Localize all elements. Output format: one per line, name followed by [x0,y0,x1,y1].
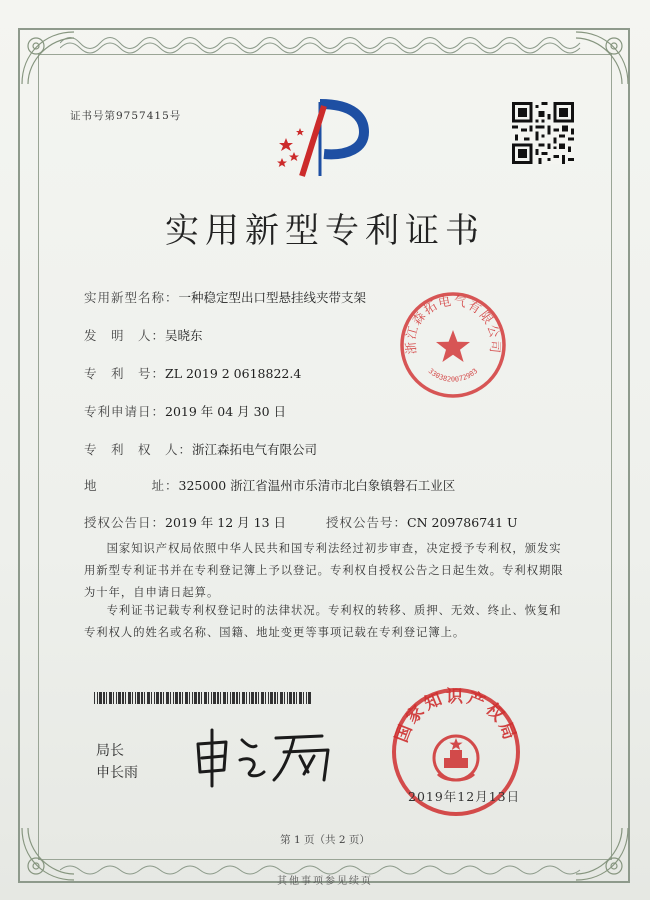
field-patent-number [84,364,301,382]
field-inventor-label: 发 明 人： [84,328,166,343]
field-filing-date-label: 专利申请日： [84,404,166,419]
field-name [84,288,366,306]
signer-name: 申长雨 [96,765,138,781]
legal-status-paragraph: 专利证书记载专利权登记时的法律状况。专利权的转移、质押、无效、终止、恢复和专利权人的姓名或名称、国籍、地址变更等事项记载在专利登记簿上。 [84,604,562,639]
grant-date-value: 2019 年 12 月 13 日 [165,515,287,530]
certificate-number: 证书号第9757415号 [70,110,182,122]
field-inventor-value: 吴晓东 [165,328,203,343]
company-seal-stamp [398,290,508,400]
corner-ornament-top-left [14,24,84,94]
grant-number-label: 授权公告号： [326,515,408,530]
qr-code-icon [512,102,574,164]
field-filing-date [84,402,286,420]
field-address-label: 地 址： [84,478,179,493]
field-inventor [84,326,203,344]
field-patent-number-value: ZL 2019 2 0618822.4 [165,366,302,381]
barcode-icon [94,692,314,704]
field-patentee-label: 专 利 权 人： [84,442,193,457]
field-filing-date-value: 2019 年 04 月 30 日 [165,404,287,419]
field-name-value: 一种稳定型出口型悬挂线夹带支架 [178,290,367,305]
company-seal-text: 浙江森拓电气有限公司 [402,292,504,356]
svg-text:3303820072903 [427,367,480,384]
grant-number [326,513,518,531]
patent-office-logo-icon [272,96,372,182]
grant-date-label: 授权公告日： [84,515,166,530]
signing-date: 2019年12月13日 [408,789,521,804]
page-number: 第 1 页（共 2 页） [280,834,370,846]
field-address [84,476,455,494]
national-emblem-icon [434,736,478,780]
grant-number-value: CN 209786741 U [407,515,518,530]
field-patent-number-label: 专 利 号： [84,366,166,381]
company-seal-star-icon [436,330,470,362]
corner-ornament-top-right [566,24,636,94]
top-ornament [60,32,590,54]
field-patentee [84,440,317,458]
field-patentee-value: 浙江森拓电气有限公司 [192,442,318,457]
handwritten-signature [190,722,340,792]
signer-title: 局长 [96,743,124,759]
grant-statement-paragraph: 国家知识产权局依照中华人民共和国专利法经过初步审查，决定授予专利权，颁发实用新型专利证书并在专利登记簿上予以登记。专利权自授权公告之日起生效。专利权期限为十年，自申请日起算。 [84,542,564,599]
company-seal-code: 3303820072903 [426,367,480,384]
field-address-value: 325000 浙江省温州市乐清市北白象镇磐石工业区 [178,478,456,493]
certificate-title: 实用新型专利证书 [165,211,485,251]
grant-date [84,513,286,531]
footer-note: 其他事项参见续页 [277,876,373,887]
field-name-label: 实用新型名称： [84,290,179,305]
office-seal-text: 国家知识产权局 [391,687,521,746]
